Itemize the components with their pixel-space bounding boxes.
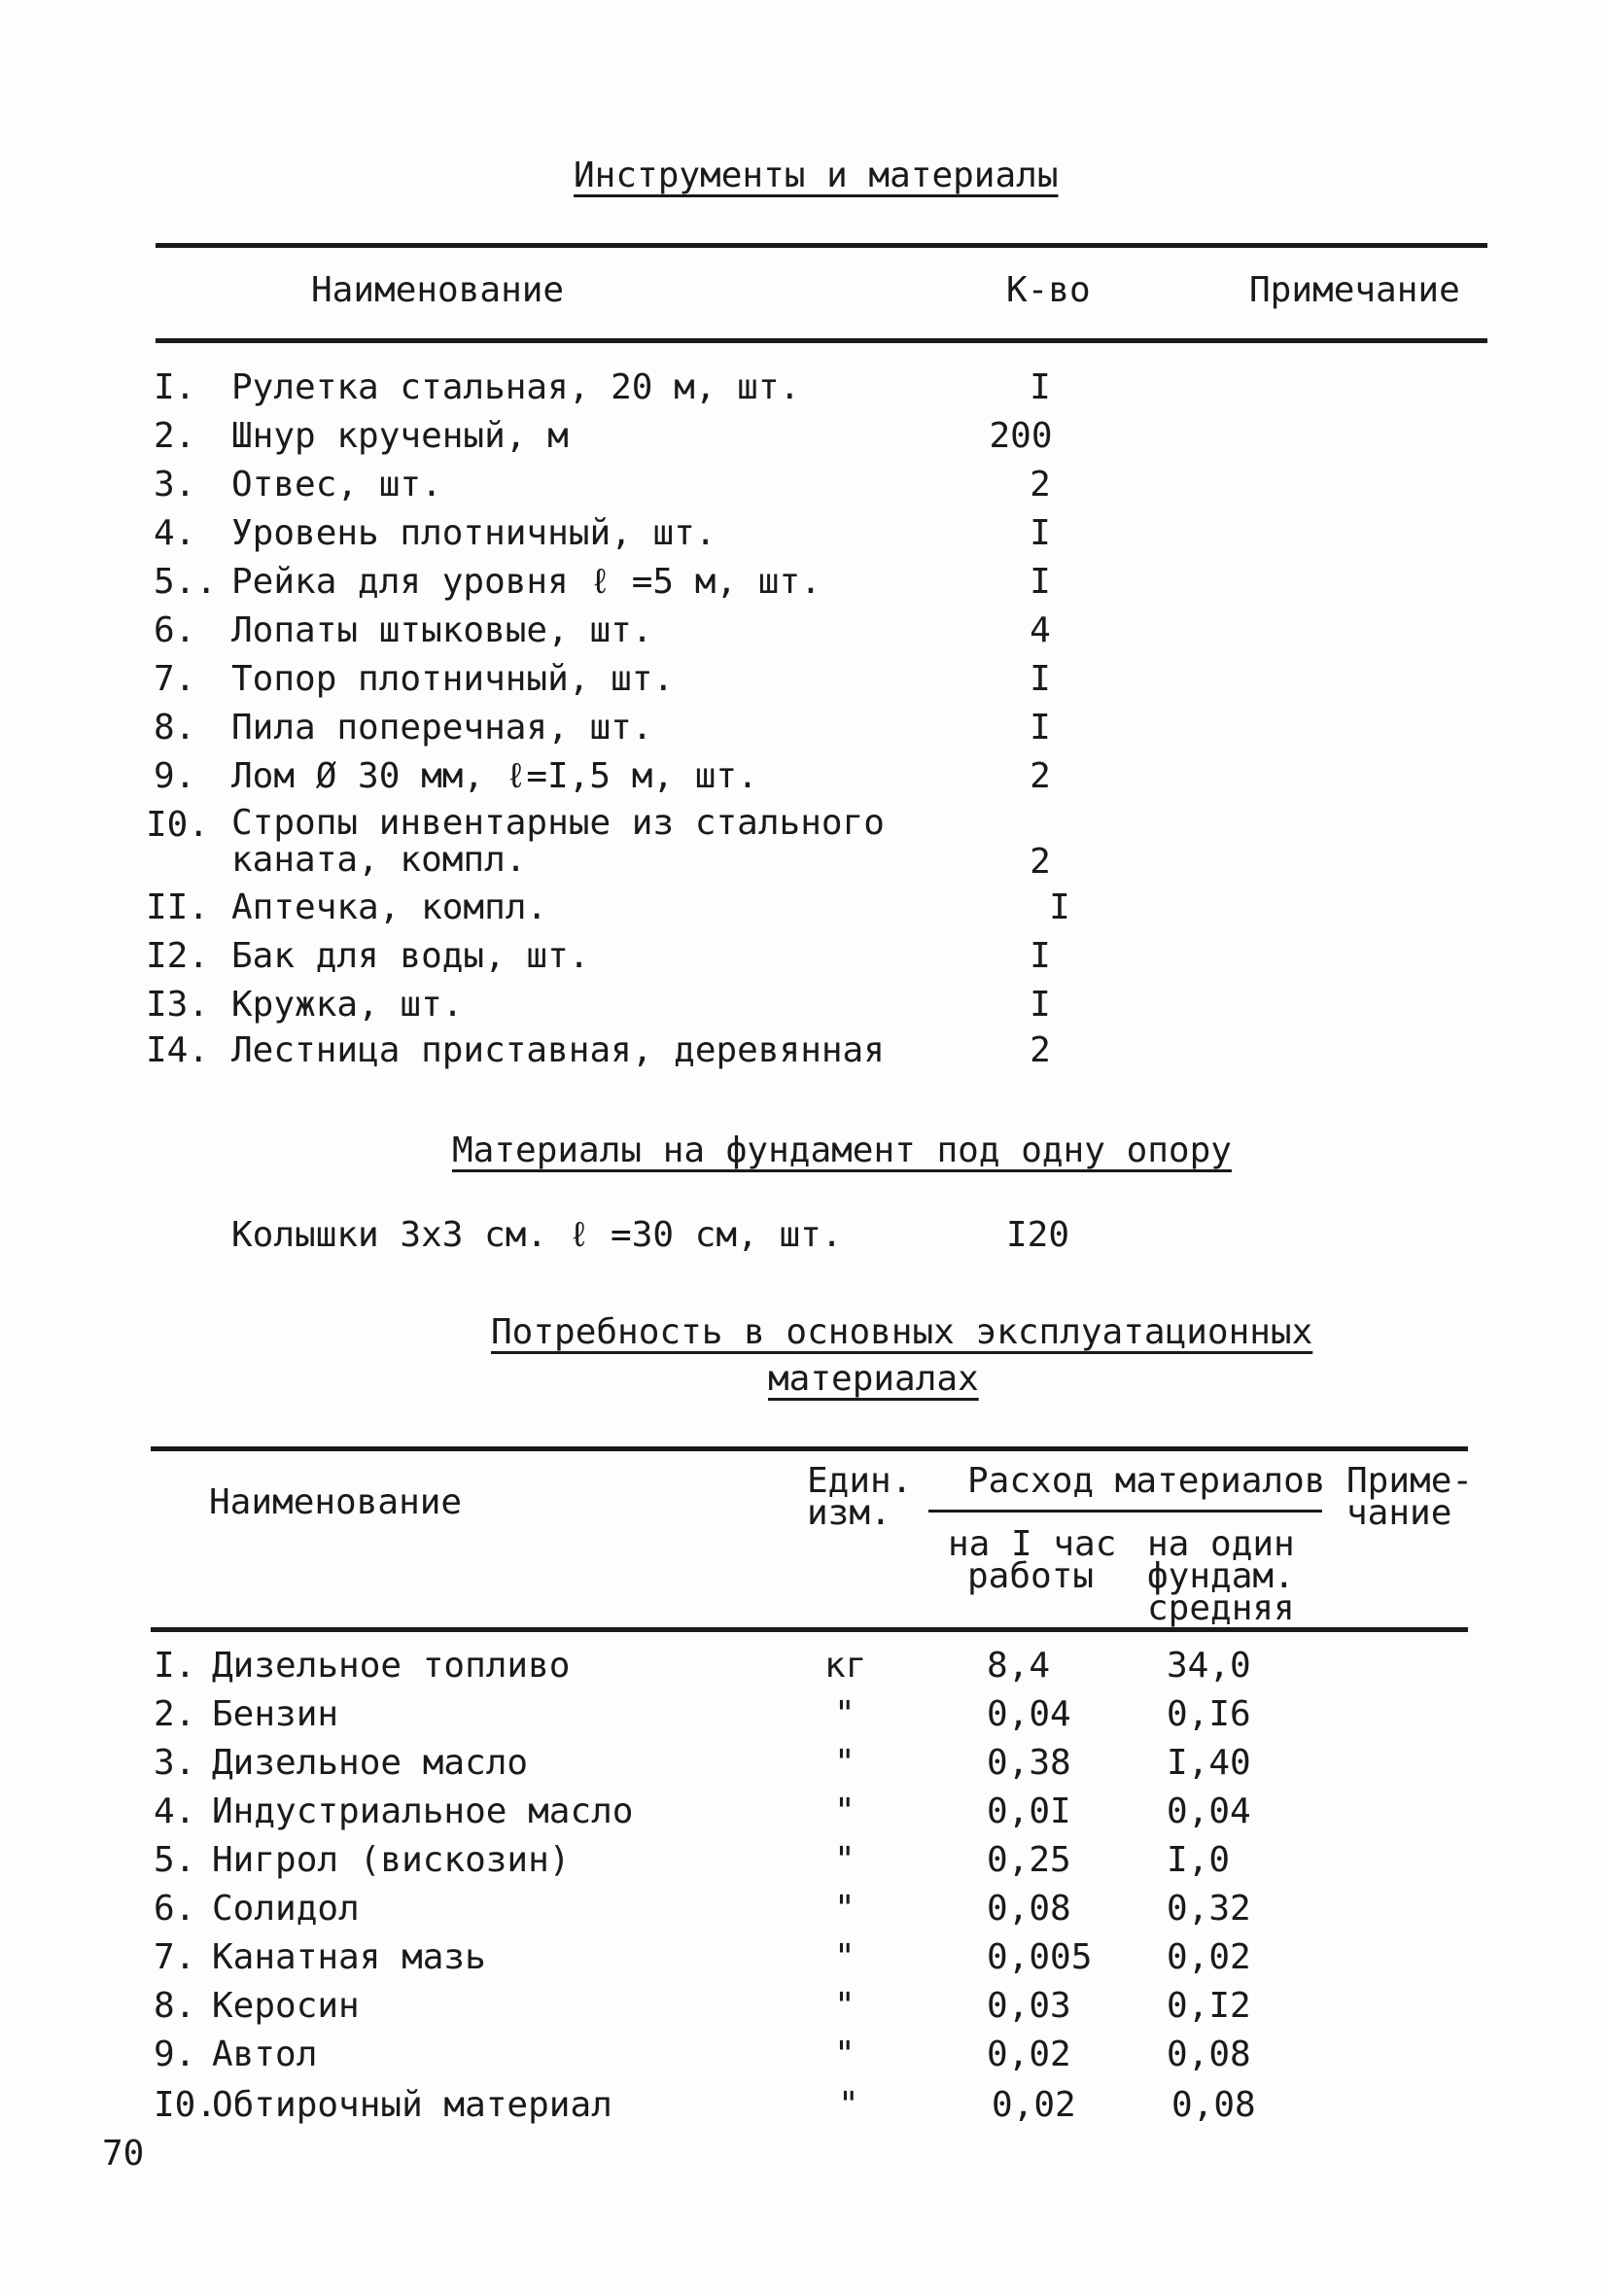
row-number: 2. (154, 416, 196, 456)
row-number: I. (154, 1646, 196, 1686)
material-unit: " (834, 1889, 856, 1929)
consumption-header-consumption: Расход материалов (967, 1461, 1326, 1501)
item-name: Лом Ø 30 мм, ℓ=I,5 м, шт. (231, 756, 758, 796)
foundation-item-qty: I20 (1006, 1215, 1070, 1255)
row-number: 5. (154, 1840, 196, 1880)
item-name: Бак для воды, шт. (231, 936, 590, 976)
tools-top-rule (156, 243, 1487, 248)
item-qty: 2 (1030, 842, 1051, 882)
material-unit: " (834, 1840, 856, 1880)
row-number: I4. (146, 1030, 210, 1070)
material-name: Индустриальное масло (212, 1792, 634, 1831)
consumption-header-per-foundation-line1: на один (1147, 1524, 1295, 1564)
row-number: 2. (154, 1694, 196, 1734)
item-qty: 2 (1030, 756, 1051, 796)
item-name: Кружка, шт. (231, 985, 464, 1025)
per-hour-value: 0,02 (987, 2035, 1071, 2074)
item-qty: 2 (1030, 465, 1051, 504)
per-foundation-value: 0,02 (1167, 1937, 1251, 1977)
item-qty: I (1030, 513, 1051, 553)
row-number: 9. (154, 756, 196, 796)
item-name: Топор плотничный, шт. (231, 659, 675, 699)
per-foundation-value: 0,I2 (1167, 1986, 1251, 2026)
row-number: I. (154, 367, 196, 407)
consumption-top-rule (151, 1446, 1468, 1451)
row-number: 9. (154, 2035, 196, 2074)
per-foundation-value: 0,08 (1171, 2085, 1256, 2125)
item-name: Уровень плотничный, шт. (231, 513, 716, 553)
material-unit: " (834, 1937, 856, 1977)
per-hour-value: 0,38 (987, 1743, 1071, 1783)
item-qty: I (1049, 887, 1070, 927)
per-foundation-value: 0,08 (1167, 2035, 1251, 2074)
tools-title: Инструменты и материалы (574, 156, 1059, 195)
item-name: Отвес, шт. (231, 465, 442, 504)
consumption-title-line2: материалах (768, 1359, 979, 1399)
row-number: II. (146, 887, 210, 927)
per-foundation-value: I,0 (1167, 1840, 1231, 1880)
consumption-header-per-hour-line1: на I час (948, 1524, 1117, 1564)
material-name: Обтирочный материал (212, 2085, 612, 2125)
item-qty: I (1030, 367, 1051, 407)
material-name: Солидол (212, 1889, 360, 1929)
item-name-continued: каната, компл. (231, 840, 527, 880)
per-hour-value: 8,4 (987, 1646, 1051, 1686)
item-qty: 200 (989, 416, 1053, 456)
tools-header-name: Наименование (311, 270, 565, 310)
consumption-title-line1: Потребность в основных эксплуатационных (491, 1312, 1313, 1352)
per-hour-value: 0,0I (987, 1792, 1071, 1831)
row-number: 4. (154, 1792, 196, 1831)
consumption-subheader-rule (928, 1510, 1322, 1513)
material-name: Канатная мазь (212, 1937, 486, 1977)
per-hour-value: 0,03 (987, 1986, 1071, 2026)
material-name: Дизельное топливо (212, 1646, 571, 1686)
material-unit: кг (824, 1646, 867, 1686)
consumption-header-per-foundation-line3: средняя (1147, 1588, 1295, 1628)
item-name: Шнур крученый, м (231, 416, 569, 456)
item-name: Рейка для уровня ℓ =5 м, шт. (231, 562, 821, 602)
material-name: Нигрол (вискозин) (212, 1840, 571, 1880)
row-number: 4. (154, 513, 196, 553)
per-foundation-value: 0,32 (1167, 1889, 1251, 1929)
row-number: 7. (154, 1937, 196, 1977)
per-hour-value: 0,25 (987, 1840, 1071, 1880)
row-number: I0. (154, 2085, 218, 2125)
tools-header-note: Примечание (1249, 270, 1460, 310)
per-hour-value: 0,08 (987, 1889, 1071, 1929)
per-foundation-value: I,40 (1167, 1743, 1251, 1783)
row-number: I0. (146, 805, 210, 845)
consumption-header-note-line1: Приме- (1346, 1461, 1474, 1501)
row-number: 8. (154, 708, 196, 748)
item-name: Стропы инвентарные из стального (231, 803, 885, 843)
material-unit: " (834, 1792, 856, 1831)
item-qty: I (1030, 985, 1051, 1025)
item-name: Лестница приставная, деревянная (231, 1030, 885, 1070)
item-qty: I (1030, 936, 1051, 976)
consumption-header-name: Наименование (209, 1482, 463, 1522)
row-number: 5.. (154, 562, 218, 602)
consumption-header-per-hour-line2: работы (967, 1556, 1095, 1596)
material-unit: " (834, 1743, 856, 1783)
consumption-header-per-foundation-line2: фундам. (1147, 1556, 1295, 1596)
item-name: Рулетка стальная, 20 м, шт. (231, 367, 801, 407)
item-qty: 4 (1030, 610, 1051, 650)
material-name: Бензин (212, 1694, 339, 1734)
item-name: Пила поперечная, шт. (231, 708, 653, 748)
material-unit: " (834, 2035, 856, 2074)
tools-header-rule (156, 338, 1487, 343)
consumption-header-rule (151, 1627, 1468, 1632)
row-number: 7. (154, 659, 196, 699)
material-unit: " (834, 1694, 856, 1734)
page-number: 70 (102, 2134, 145, 2174)
row-number: I2. (146, 936, 210, 976)
per-hour-value: 0,04 (987, 1694, 1071, 1734)
per-foundation-value: 0,I6 (1167, 1694, 1251, 1734)
consumption-header-note-line2: чание (1346, 1493, 1452, 1533)
row-number: 3. (154, 1743, 196, 1783)
item-name: Аптечка, компл. (231, 887, 548, 927)
material-unit: " (838, 2085, 859, 2125)
row-number: 6. (154, 610, 196, 650)
item-qty: I (1030, 562, 1051, 602)
row-number: I3. (146, 985, 210, 1025)
consumption-header-unit-line1: Един. (807, 1461, 913, 1501)
item-qty: 2 (1030, 1030, 1051, 1070)
row-number: 3. (154, 465, 196, 504)
per-hour-value: 0,02 (992, 2085, 1076, 2125)
material-name: Автол (212, 2035, 318, 2074)
row-number: 6. (154, 1889, 196, 1929)
item-name: Лопаты штыковые, шт. (231, 610, 653, 650)
tools-header-qty: К-во (1006, 270, 1091, 310)
item-qty: I (1030, 708, 1051, 748)
foundation-title: Материалы на фундамент под одну опору (452, 1131, 1232, 1170)
item-qty: I (1030, 659, 1051, 699)
per-foundation-value: 0,04 (1167, 1792, 1251, 1831)
material-unit: " (834, 1986, 856, 2026)
per-hour-value: 0,005 (987, 1937, 1093, 1977)
material-name: Дизельное масло (212, 1743, 529, 1783)
material-name: Керосин (212, 1986, 360, 2026)
row-number: 8. (154, 1986, 196, 2026)
per-foundation-value: 34,0 (1167, 1646, 1251, 1686)
foundation-item-name: Колышки 3х3 см. ℓ =30 см, шт. (231, 1215, 843, 1255)
consumption-header-unit-line2: изм. (807, 1493, 891, 1533)
